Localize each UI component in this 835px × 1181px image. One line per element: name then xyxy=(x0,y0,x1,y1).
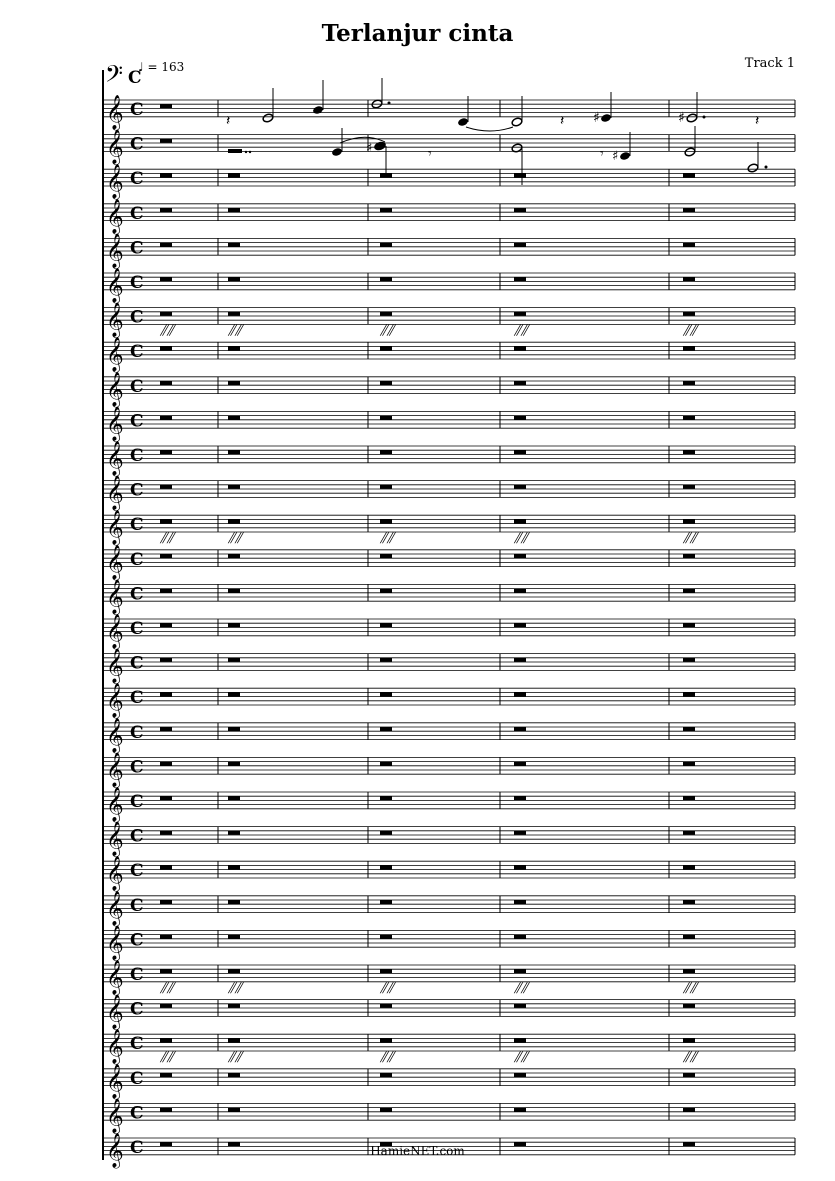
whole-rest xyxy=(380,623,392,627)
whole-rest xyxy=(683,312,695,316)
whole-rest xyxy=(160,173,172,177)
time-signature: C xyxy=(130,965,144,985)
whole-rest xyxy=(514,519,526,523)
tremolo-mark: ⫽⫽ xyxy=(228,1048,242,1067)
time-signature: C xyxy=(130,653,144,674)
time-signature: C xyxy=(130,480,144,501)
whole-rest xyxy=(228,935,240,939)
whole-rest xyxy=(514,554,526,558)
note-quarter xyxy=(312,105,324,115)
whole-rest xyxy=(380,865,392,869)
staff-24 xyxy=(103,891,795,927)
whole-rest xyxy=(514,589,526,593)
staff-19 xyxy=(103,718,795,754)
treble-clef-icon: 𝄞 xyxy=(106,890,124,926)
whole-rest xyxy=(514,1038,526,1042)
tremolo-mark: ⫽⫽ xyxy=(514,321,528,340)
whole-rest xyxy=(160,243,172,247)
treble-clef-icon: 𝄞 xyxy=(106,441,124,476)
whole-rest xyxy=(160,139,172,143)
sharp: ♯ xyxy=(612,149,619,164)
whole-rest xyxy=(160,865,172,869)
whole-rest xyxy=(228,1073,240,1077)
treble-clef-icon: 𝄞 xyxy=(106,406,124,442)
whole-rest xyxy=(514,935,526,939)
quarter-rest: 𝄽 xyxy=(560,113,565,129)
treble-clef-icon: 𝄞 xyxy=(106,129,124,165)
staff-17 xyxy=(103,649,795,685)
staff-13 xyxy=(103,510,795,547)
whole-rest xyxy=(228,589,240,593)
time-signature: C xyxy=(130,238,144,259)
staff-15 xyxy=(103,579,795,615)
whole-rest xyxy=(228,346,240,350)
time-signature: C xyxy=(130,307,144,328)
time-signature: C xyxy=(130,100,144,120)
tremolo-mark: ⫽⫽ xyxy=(514,1048,528,1067)
time-signature: C xyxy=(130,792,144,812)
note-dotted-half xyxy=(747,163,759,173)
staff-16 xyxy=(103,614,795,650)
time-signature: C xyxy=(130,446,144,466)
whole-rest xyxy=(514,312,526,316)
time-signature: C xyxy=(130,1034,144,1055)
whole-rest xyxy=(160,589,172,593)
tremolo-mark: ⫽⫽ xyxy=(160,321,174,340)
whole-rest xyxy=(160,208,172,212)
time-signature: C xyxy=(130,203,144,224)
whole-rest xyxy=(683,519,695,523)
eighth-rest: 𝄾 xyxy=(600,146,604,162)
whole-rest xyxy=(514,208,526,212)
staff-7 xyxy=(103,303,795,340)
whole-rest xyxy=(380,450,392,454)
tremolo-mark: ⫽⫽ xyxy=(683,1048,697,1067)
time-signature: C xyxy=(130,342,144,363)
whole-rest xyxy=(228,969,240,973)
whole-rest xyxy=(228,1108,240,1112)
whole-rest xyxy=(683,1004,695,1008)
tremolo-mark: ⫽⫽ xyxy=(228,529,242,548)
tremolo-mark: ⫽⫽ xyxy=(380,321,394,340)
whole-rest xyxy=(228,519,240,523)
whole-rest xyxy=(683,485,695,489)
whole-rest xyxy=(683,727,695,731)
whole-rest xyxy=(228,831,240,835)
whole-rest xyxy=(683,381,695,385)
whole-rest xyxy=(514,969,526,973)
treble-clef-icon: 𝄞 xyxy=(106,95,124,130)
staff-28 xyxy=(103,1029,795,1066)
whole-rest xyxy=(160,312,172,316)
staff-14 xyxy=(103,545,795,581)
whole-rest xyxy=(514,658,526,662)
whole-rest xyxy=(514,831,526,835)
staves-group xyxy=(103,95,795,1169)
whole-rest xyxy=(683,831,695,835)
treble-clef-icon: 𝄞 xyxy=(106,337,124,373)
whole-rest xyxy=(228,727,240,731)
staff-26 xyxy=(103,960,795,997)
whole-rest xyxy=(683,589,695,593)
whole-rest xyxy=(160,900,172,904)
whole-rest xyxy=(228,900,240,904)
tempo-value: = 163 xyxy=(147,60,185,74)
whole-rest xyxy=(514,762,526,766)
time-signature: C xyxy=(130,619,144,639)
whole-rest xyxy=(683,1073,695,1077)
treble-clef-icon: 𝄞 xyxy=(106,683,124,719)
whole-rest xyxy=(683,658,695,662)
instrument-label: Track 1 xyxy=(744,56,795,71)
whole-rest xyxy=(380,831,392,835)
whole-rest xyxy=(160,104,172,108)
whole-rest xyxy=(514,1073,526,1077)
staff-11 xyxy=(103,441,795,477)
whole-rest xyxy=(380,1073,392,1077)
whole-rest xyxy=(380,935,392,939)
whole-rest xyxy=(160,381,172,385)
whole-rest xyxy=(160,450,172,454)
whole-rest xyxy=(683,450,695,454)
whole-rest xyxy=(160,831,172,835)
tremolo-mark: ⫽⫽ xyxy=(380,529,394,548)
note-half xyxy=(511,117,523,127)
top-time-signature: C xyxy=(128,68,142,88)
whole-rest xyxy=(228,381,240,385)
time-signature: C xyxy=(130,757,144,778)
whole-rest xyxy=(380,1038,392,1042)
whole-rest xyxy=(380,554,392,558)
whole-rest xyxy=(228,796,240,800)
whole-rest xyxy=(380,658,392,662)
whole-rest xyxy=(380,969,392,973)
whole-rest xyxy=(228,623,240,627)
footer-credit: HamieNET.com xyxy=(370,1144,465,1158)
sharp: ♯ xyxy=(366,141,373,156)
tremolo-mark: ⫽⫽ xyxy=(160,979,174,997)
staff-22 xyxy=(103,822,795,858)
staff-6 xyxy=(103,268,795,304)
whole-rest xyxy=(160,485,172,489)
whole-rest xyxy=(683,416,695,420)
time-signature: C xyxy=(130,861,144,882)
whole-rest xyxy=(160,935,172,939)
treble-clef-icon: 𝄞 xyxy=(106,1063,124,1099)
whole-rest xyxy=(514,865,526,869)
staff-12 xyxy=(103,476,795,512)
whole-rest xyxy=(228,208,240,212)
whole-rest xyxy=(160,658,172,662)
treble-clef-icon: 𝄞 xyxy=(106,614,124,649)
note-eighth xyxy=(619,151,631,161)
treble-clef-icon: 𝄞 xyxy=(106,371,124,407)
bass-clef-icon: 𝄢 xyxy=(105,60,124,93)
treble-clef-icon: 𝄞 xyxy=(106,787,124,822)
time-signature: C xyxy=(130,895,144,916)
whole-rest xyxy=(514,243,526,247)
whole-rest xyxy=(228,692,240,696)
treble-clef-icon: 𝄞 xyxy=(106,302,124,338)
whole-rest xyxy=(228,450,240,454)
whole-rest xyxy=(380,277,392,281)
whole-rest xyxy=(160,416,172,420)
whole-rest xyxy=(683,900,695,904)
whole-rest xyxy=(380,1004,392,1008)
treble-clef-icon: 𝄞 xyxy=(106,1098,124,1134)
whole-rest xyxy=(160,277,172,281)
staff-25 xyxy=(103,925,795,961)
time-signature: C xyxy=(130,826,144,847)
time-signature: C xyxy=(130,411,144,432)
time-signature: C xyxy=(130,1103,144,1124)
tremolo-mark: ⫽⫽ xyxy=(228,979,242,997)
whole-rest xyxy=(160,519,172,523)
time-signature: C xyxy=(130,1068,144,1089)
time-signature: C xyxy=(130,1138,144,1158)
note-dotted-half xyxy=(684,147,696,157)
whole-rest xyxy=(514,692,526,696)
whole-rest xyxy=(514,173,526,177)
whole-rest xyxy=(380,900,392,904)
note-dotted-half xyxy=(686,113,698,123)
whole-rest xyxy=(514,623,526,627)
whole-rest xyxy=(160,796,172,800)
sharp: ♯ xyxy=(678,110,685,126)
whole-rest xyxy=(160,762,172,766)
staff-29 xyxy=(103,1064,795,1100)
whole-rest xyxy=(380,243,392,247)
whole-rest xyxy=(380,346,392,350)
whole-rest xyxy=(514,1108,526,1112)
whole-rest xyxy=(228,1004,240,1008)
whole-rest xyxy=(683,865,695,869)
treble-clef-icon: 𝄞 xyxy=(106,233,124,269)
treble-clef-icon: 𝄞 xyxy=(106,475,124,511)
whole-rest xyxy=(380,485,392,489)
tremolo-mark: ⫽⫽ xyxy=(380,1048,394,1067)
time-signature: C xyxy=(130,376,144,397)
treble-clef-icon: 𝄞 xyxy=(106,648,124,684)
treble-clef-icon: 𝄞 xyxy=(106,960,124,995)
whole-rest xyxy=(514,485,526,489)
time-signature: C xyxy=(130,549,144,570)
whole-rest xyxy=(380,312,392,316)
whole-rest xyxy=(380,796,392,800)
time-signature: C xyxy=(130,273,144,293)
whole-rest xyxy=(514,381,526,385)
whole-rest xyxy=(683,796,695,800)
treble-clef-icon: 𝄞 xyxy=(106,579,124,615)
treble-clef-icon: 𝄞 xyxy=(106,198,124,234)
tremolo-mark: ⫽⫽ xyxy=(514,529,528,548)
whole-rest xyxy=(160,1004,172,1008)
whole-rest xyxy=(380,416,392,420)
treble-clef-icon: 𝄞 xyxy=(106,510,124,546)
whole-rest xyxy=(514,277,526,281)
note-half xyxy=(262,113,274,123)
whole-rest xyxy=(228,173,240,177)
tremolo-mark: ⫽⫽ xyxy=(683,321,697,340)
whole-rest xyxy=(228,416,240,420)
whole-rest xyxy=(380,692,392,696)
note-quarter xyxy=(600,113,612,123)
whole-rest xyxy=(514,416,526,420)
quarter-note-icon: ♩ xyxy=(138,60,144,74)
whole-rest xyxy=(380,381,392,385)
score-title: Terlanjur cinta xyxy=(321,20,514,47)
time-signature: C xyxy=(130,515,144,536)
tremolo-mark: ⫽⫽ xyxy=(514,979,528,997)
time-signature: C xyxy=(130,999,144,1020)
whole-rest xyxy=(683,173,695,177)
tremolo-mark: ⫽⫽ xyxy=(380,979,394,997)
whole-rest xyxy=(683,277,695,281)
sharp: ♯ xyxy=(593,110,600,126)
treble-clef-icon: 𝄞 xyxy=(106,752,124,788)
whole-rest xyxy=(160,1038,172,1042)
treble-clef-icon: 𝄞 xyxy=(106,821,124,857)
time-signature: C xyxy=(130,688,144,709)
staff-20 xyxy=(103,752,795,788)
whole-rest xyxy=(228,312,240,316)
whole-rest xyxy=(683,623,695,627)
time-signature: C xyxy=(130,930,144,951)
note-eighth xyxy=(331,147,343,157)
tremolo-mark: ⫽⫽ xyxy=(683,529,697,548)
tremolo-mark: ⫽⫽ xyxy=(228,321,242,340)
time-signature: C xyxy=(130,134,144,155)
whole-rest xyxy=(160,346,172,350)
whole-rest xyxy=(380,589,392,593)
whole-rest xyxy=(683,1038,695,1042)
treble-clef-icon: 𝄞 xyxy=(106,268,124,303)
whole-rest xyxy=(228,865,240,869)
staff-27 xyxy=(103,995,795,1031)
whole-rest xyxy=(380,208,392,212)
whole-rest xyxy=(160,1073,172,1077)
staff-21 xyxy=(103,787,795,823)
whole-rest xyxy=(228,485,240,489)
whole-rest xyxy=(228,1038,240,1042)
whole-rest xyxy=(683,935,695,939)
staff-1 xyxy=(103,95,795,131)
treble-clef-icon: 𝄞 xyxy=(106,164,124,200)
whole-rest xyxy=(160,692,172,696)
tremolo-mark: ⫽⫽ xyxy=(683,979,697,997)
whole-rest xyxy=(228,243,240,247)
staff-8 xyxy=(103,337,795,373)
staff-30 xyxy=(103,1098,795,1134)
whole-rest xyxy=(683,346,695,350)
tremolo-mark: ⫽⫽ xyxy=(160,529,174,548)
tremolo-mark: ⫽⫽ xyxy=(160,1048,174,1067)
time-signature: C xyxy=(130,584,144,605)
staff-3 xyxy=(103,164,795,200)
whole-rest xyxy=(380,519,392,523)
staff-5 xyxy=(103,233,795,269)
whole-rest xyxy=(160,727,172,731)
whole-rest xyxy=(514,450,526,454)
whole-rest xyxy=(160,623,172,627)
treble-clef-icon: 𝄞 xyxy=(106,1133,124,1168)
whole-rest xyxy=(160,969,172,973)
whole-rest xyxy=(160,1108,172,1112)
whole-rest xyxy=(514,796,526,800)
whole-rest xyxy=(380,727,392,731)
staff-10 xyxy=(103,406,795,442)
whole-rest xyxy=(228,554,240,558)
whole-rest xyxy=(514,1004,526,1008)
eighth-rest: 𝄾 xyxy=(428,146,432,162)
whole-rest xyxy=(514,900,526,904)
time-signature: C xyxy=(130,169,144,190)
treble-clef-icon: 𝄞 xyxy=(106,717,124,753)
note-quarter xyxy=(457,117,469,127)
whole-rest xyxy=(228,762,240,766)
whole-rest xyxy=(514,346,526,350)
whole-rest xyxy=(683,692,695,696)
time-signature: C xyxy=(130,722,144,743)
whole-rest xyxy=(683,969,695,973)
whole-rest xyxy=(228,277,240,281)
whole-rest xyxy=(683,762,695,766)
treble-clef-icon: 𝄞 xyxy=(106,544,124,580)
whole-rest xyxy=(380,762,392,766)
whole-rest xyxy=(683,243,695,247)
treble-clef-icon: 𝄞 xyxy=(106,925,124,961)
whole-rest xyxy=(683,208,695,212)
treble-clef-icon: 𝄞 xyxy=(106,856,124,892)
staff-4 xyxy=(103,199,795,235)
staff-18 xyxy=(103,683,795,719)
whole-rest xyxy=(683,1108,695,1112)
staff-9 xyxy=(103,372,795,408)
staff-23 xyxy=(103,856,795,892)
quarter-rest: 𝄽 xyxy=(226,113,231,129)
treble-clef-icon: 𝄞 xyxy=(106,1029,124,1065)
treble-clef-icon: 𝄞 xyxy=(106,994,124,1030)
dotted-half-rest xyxy=(228,149,242,153)
whole-rest xyxy=(228,658,240,662)
whole-rest xyxy=(514,727,526,731)
whole-rest xyxy=(380,1108,392,1112)
quarter-rest: 𝄽 xyxy=(755,113,760,129)
whole-rest xyxy=(160,554,172,558)
whole-rest xyxy=(683,554,695,558)
